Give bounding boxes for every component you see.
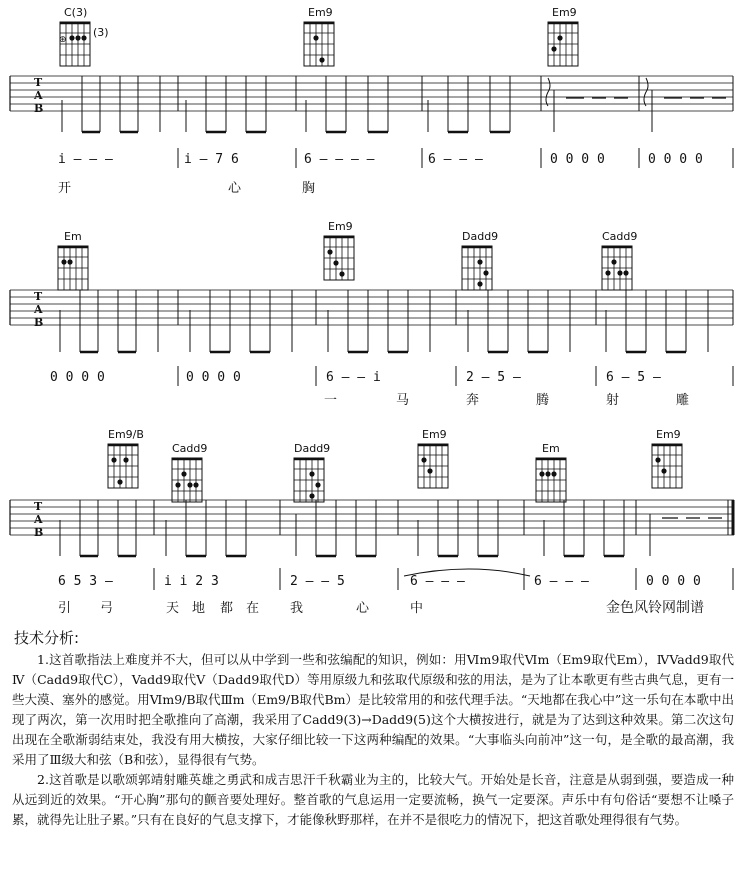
- chord-diagram: [294, 442, 330, 502]
- notation-bar: 6 – – –: [428, 152, 483, 167]
- system-2: [10, 220, 733, 408]
- lyric: 胸: [302, 181, 316, 196]
- tab-staff: [10, 76, 733, 132]
- chord-diagram: [324, 220, 354, 280]
- chord-diagram: [59, 6, 109, 66]
- lyric: 奔: [466, 393, 480, 408]
- lyric: 地: [192, 601, 206, 616]
- chord-note: (3): [93, 26, 109, 39]
- lyric: 引: [58, 601, 72, 616]
- lyric: 雕: [676, 393, 690, 408]
- chord-name: Cadd9: [172, 442, 208, 455]
- lyric: 都: [220, 601, 234, 616]
- chord-diagram: [652, 428, 682, 488]
- tab-letter: A: [34, 303, 43, 316]
- chord-diagram: [418, 428, 448, 488]
- lyrics-row: [58, 181, 315, 196]
- chord-diagram: [58, 230, 88, 290]
- system-3: [10, 428, 734, 616]
- system-1: [10, 6, 733, 196]
- notation-row: [58, 568, 733, 590]
- lyric: 腾: [536, 393, 550, 408]
- notation-bar: 6 – – –: [534, 574, 589, 589]
- lyric: 弓: [100, 601, 114, 616]
- notation-bar: 0 0 0 0: [186, 370, 241, 385]
- tab-letter: T: [34, 76, 43, 89]
- lyric: 射: [606, 393, 620, 408]
- tab-letter: A: [34, 89, 43, 102]
- chord-diagram: [172, 442, 207, 502]
- chord-name: Cadd9: [602, 230, 638, 243]
- chord-name: Em9: [552, 6, 577, 19]
- notation-bar: i – – –: [58, 152, 113, 167]
- chord-name: Em9: [422, 428, 447, 441]
- lyric: 我: [290, 601, 304, 616]
- chord-name: Dadd9: [462, 230, 499, 243]
- notation-bar: 6 – – i: [326, 370, 381, 385]
- tab-letter: A: [34, 513, 43, 526]
- chord-name: Em9: [656, 428, 681, 441]
- tab-staff: [10, 290, 733, 352]
- chord-name: Em: [64, 230, 82, 243]
- chord-diagram: [304, 6, 334, 66]
- lyric: 一: [324, 393, 338, 408]
- notation-row: [50, 366, 733, 386]
- tab-letter: T: [34, 290, 43, 303]
- tab-staff: [10, 500, 734, 556]
- chord-name: Em9/B: [108, 428, 144, 441]
- lyric: 开: [58, 181, 72, 196]
- analysis-paragraph: 1.这首歌指法上难度并不大，但可以从中学到一些和弦编配的知识，例如：用Ⅵm9取代Ⅵm（Em9取代Em），ⅣVadd9取代Ⅳ（Cadd9取代C），Vadd9取代V（Dadd9取代D）等用原级九和弦取代原级和弦的用法，是为了让本歌更有些古典气息，更有一些大漠、塞外的感觉。用Ⅵm9/B取代Ⅲm（Em9/B取代Bm）是比较常用的和弦代理手法。“天地都在我心中”这一乐句在本歌中出现了两次，第一次用时把全歌推向了高潮，我采用了Cadd9(3)→Dadd9(5)这个大横按进行，就是为了达到这种效果。第二次这句出现在全歌渐弱结束处，我没有用大横按，大家仔细比较一下这两种编配的效果。“大事临头向前冲”这一句，是全歌的最高潮，我采用了Ⅲ级大和弦（B和弦），显得很有气势。: [12, 652, 734, 767]
- tab-letter: B: [34, 526, 44, 539]
- notation-bar: 0 0 0 0: [550, 152, 605, 167]
- notation-bar: 0 0 0 0: [50, 370, 105, 385]
- notation-bar: 6 5 3 –: [58, 574, 113, 589]
- notation-bar: i – 7 6: [184, 152, 239, 167]
- notation-bar: 6 – – – –: [304, 152, 375, 167]
- notation-bar: 2 – – 5: [290, 574, 345, 589]
- chord-diagram: [602, 230, 637, 290]
- lyric: 天: [166, 601, 180, 616]
- chord-name: Em: [542, 442, 560, 455]
- lyrics-row: [58, 600, 704, 616]
- notation-bar: 0 0 0 0: [648, 152, 703, 167]
- lyric: 马: [396, 393, 410, 408]
- analysis-heading: 技术分析:: [14, 629, 80, 647]
- notation-bar: 0 0 0 0: [646, 574, 701, 589]
- chord-name: Dadd9: [294, 442, 331, 455]
- notation-bar: 6 – – –: [410, 574, 465, 589]
- notation-row: [58, 148, 733, 168]
- chord-diagram: [536, 442, 566, 502]
- chord-name: Em9: [308, 6, 333, 19]
- tab-letter: B: [34, 316, 44, 329]
- svg-text:⊕: ⊕: [59, 35, 67, 45]
- lyric: 在: [246, 601, 260, 616]
- analysis-paragraph: 2.这首歌是以歌颂郭靖射雕英雄之勇武和成吉思汗千秋霸业为主的，比较大气。开始处是长音，注意是从弱到强，要造成一种从远到近的效果。“开心胸”那句的颤音要处理好。整首歌的气息运用一定要流畅，换气一定要深。声乐中有句俗话“要想不让嗓子累，就得先让肚子累。”只有在良好的气息支撑下，才能像秋野那样，在并不是很吃力的情况下，把这首歌处理得很有气势。: [12, 772, 734, 827]
- tab-letter: T: [34, 500, 43, 513]
- technical-analysis: [12, 628, 734, 830]
- chord-diagram: [462, 230, 498, 290]
- lyric: 心: [356, 601, 370, 616]
- chord-name: C(3): [64, 6, 88, 19]
- notation-bar: i i 2 3: [164, 574, 219, 589]
- lyric: 中: [410, 601, 424, 616]
- credit-text: 金色风铃网制谱: [606, 600, 704, 616]
- chord-name: Em9: [328, 220, 353, 233]
- chord-diagram: [108, 428, 144, 488]
- lyric: 心: [228, 181, 242, 196]
- tab-letter: B: [34, 102, 44, 115]
- notation-bar: 6 – 5 –: [606, 370, 661, 385]
- lyrics-row: [324, 392, 689, 408]
- notation-bar: 2 – 5 –: [466, 370, 521, 385]
- chord-diagram: [548, 6, 578, 66]
